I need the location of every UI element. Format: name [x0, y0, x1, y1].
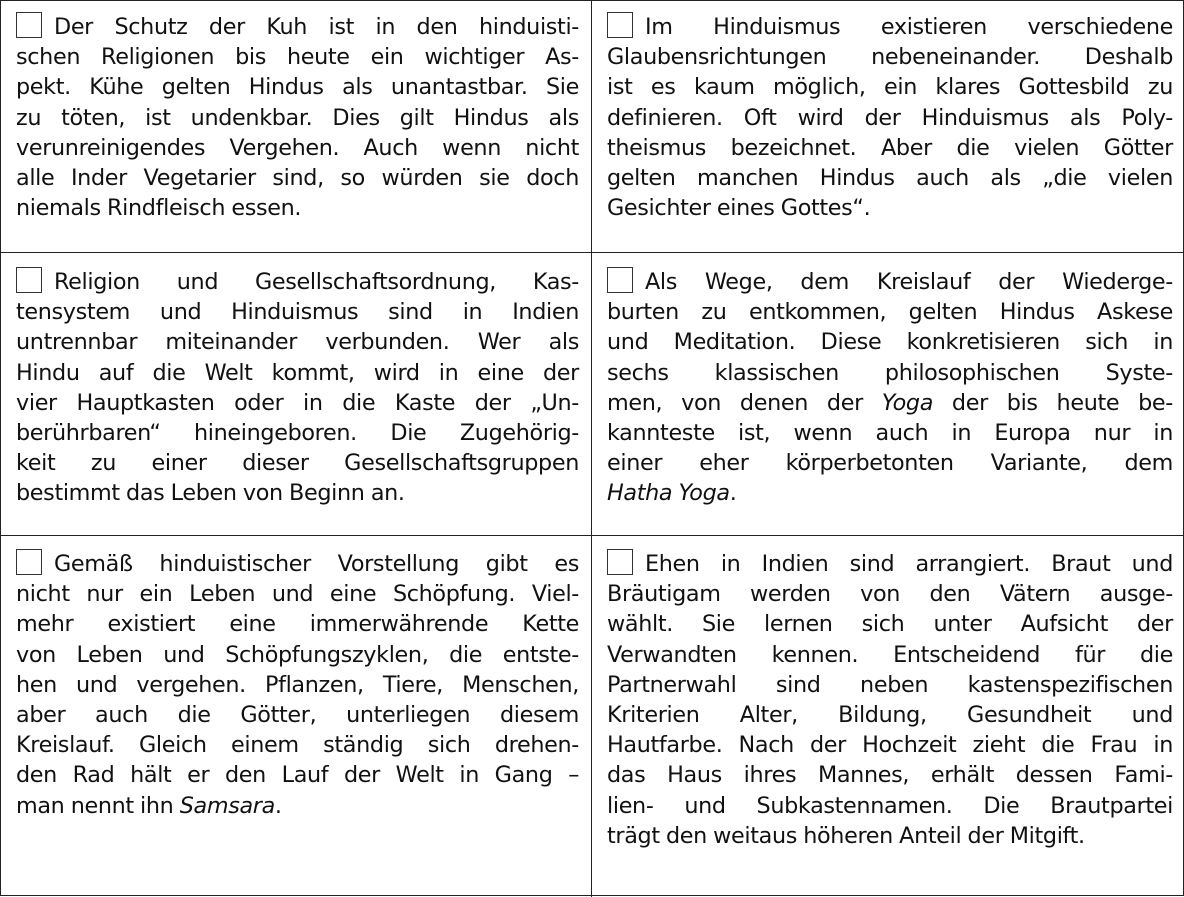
card-text-line: sechs klassischen philosophischen Syste-	[607, 359, 1173, 386]
card-marriage	[592, 536, 1184, 897]
card-checkbox[interactable]	[16, 267, 42, 293]
card-belief-systems	[592, 1, 1184, 253]
card-text-line: alle Inder Vegetarier sind, so würden sie doch	[16, 165, 579, 192]
card-text-line: tensystem und Hinduismus sind in Indien	[16, 299, 579, 326]
card-text-line: Partnerwahl sind neben kastenspezifischen	[607, 671, 1173, 698]
card-text-line: Glaubensrichtungen nebeneinander. Deshalb	[607, 44, 1173, 71]
card-text-line: Im Hinduismus existieren verschiedene	[645, 14, 1173, 40]
card-text-line	[16, 791, 579, 821]
card-text-segment: men, von denen der	[607, 389, 882, 416]
card-text-line	[607, 478, 1173, 508]
card-checkbox[interactable]	[607, 267, 633, 293]
card-yoga	[592, 253, 1184, 536]
card-text-emphasis: Hatha Yoga	[607, 480, 730, 507]
card-text-line	[607, 388, 1173, 418]
card-text-line: bestimmt das Leben von Beginn an.	[16, 480, 405, 507]
card-text-line: schen Religionen bis heute ein wichtiger As-	[16, 44, 579, 71]
card-text-line: keit zu einer dieser Gesellschaftsgruppen	[16, 450, 579, 477]
card-text-line: theismus bezeichnet. Aber die vielen Götter	[607, 134, 1173, 161]
card-text-segment: .	[274, 792, 282, 819]
card-checkbox[interactable]	[16, 12, 42, 38]
card-text-line: trägt den weitaus höheren Anteil der Mitgift.	[607, 822, 1085, 849]
card-text-line: verunreinigendes Vergehen. Auch wenn nicht	[16, 134, 579, 161]
card-text-line: Kreislauf. Gleich einem ständig sich drehen-	[16, 732, 579, 759]
card-checkbox[interactable]	[607, 12, 633, 38]
card-text-line: wählt. Sie lernen sich unter Aufsicht der	[607, 611, 1173, 638]
card-text-line: mehr existiert eine immerwährende Kette	[16, 611, 579, 638]
card-text-line: aber auch die Götter, unterliegen diesem	[16, 702, 579, 729]
card-text-line: berührbaren“ hineingeboren. Die Zugehörig-	[16, 420, 579, 447]
card-text-line: und Meditation. Diese konkretisieren sich in	[607, 329, 1173, 356]
card-text-line: vier Hauptkasten oder in die Kaste der „Un-	[16, 389, 579, 416]
card-text-line: Bräutigam werden von den Vätern ausge-	[607, 581, 1173, 608]
card-text-line: gelten manchen Hindus auch als „die vielen	[607, 165, 1173, 192]
card-text-line: Gesichter eines Gottes“.	[607, 195, 871, 222]
card-text-line: Der Schutz der Kuh ist in den hinduisti-	[54, 14, 579, 40]
card-checkbox[interactable]	[16, 549, 42, 575]
card-text-line: zu töten, ist undenkbar. Dies gilt Hindus als	[16, 104, 579, 131]
card-text-line: kannteste ist, wenn auch in Europa nur in	[607, 420, 1173, 447]
card-text-line: pekt. Kühe gelten Hindus als unantastbar. Sie	[16, 74, 579, 101]
card-text-line: Kriterien Alter, Bildung, Gesundheit und	[607, 702, 1173, 729]
card-text-line: von Leben und Schöpfungszyklen, die entste-	[16, 641, 579, 668]
card-text-line: lien- und Subkastennamen. Die Brautpartei	[607, 792, 1173, 819]
card-text-line: Als Wege, dem Kreislauf der Wiederge-	[645, 269, 1173, 295]
card-text-line: Religion und Gesellschaftsordnung, Kas-	[54, 269, 579, 295]
card-text-line: hen und vergehen. Pflanzen, Tiere, Menschen,	[16, 671, 579, 698]
card-text-line: Hindu auf die Welt kommt, wird in eine der	[16, 359, 579, 386]
card-text-line: burten zu entkommen, gelten Hindus Askese	[607, 299, 1173, 326]
card-text-segment: .	[729, 480, 737, 507]
card-text-line: Gemäß hinduistischer Vorstellung gibt es	[54, 551, 579, 577]
card-text-line: definieren. Oft wird der Hinduismus als Poly-	[607, 104, 1173, 131]
card-text-line: das Haus ihres Mannes, erhält dessen Fami-	[607, 762, 1173, 789]
card-text-line: Hautfarbe. Nach der Hochzeit zieht die Frau in	[607, 732, 1173, 759]
card-samsara	[1, 536, 592, 897]
card-cow-protection	[1, 1, 592, 253]
card-text-emphasis: Yoga	[881, 389, 934, 416]
card-text-emphasis: Samsara	[179, 792, 275, 819]
card-text-segment: der bis heute be-	[933, 389, 1173, 416]
card-text-line: ist es kaum möglich, ein klares Gottesbild zu	[607, 74, 1173, 101]
card-text-line: Ehen in Indien sind arrangiert. Braut und	[645, 551, 1173, 577]
card-text-line: untrennbar miteinander verbunden. Wer als	[16, 329, 579, 356]
card-text-line: einer eher körperbetonten Variante, dem	[607, 450, 1173, 477]
card-checkbox[interactable]	[607, 549, 633, 575]
card-caste-system	[1, 253, 592, 536]
card-text-segment: man nennt ihn	[16, 792, 180, 819]
card-text-line: nicht nur ein Leben und eine Schöpfung. Viel-	[16, 581, 579, 608]
card-text-line: Verwandten kennen. Entscheidend für die	[607, 641, 1173, 668]
card-text-line: niemals Rindfleisch essen.	[16, 195, 302, 222]
card-text-line: den Rad hält er den Lauf der Welt in Gang –	[16, 762, 579, 789]
